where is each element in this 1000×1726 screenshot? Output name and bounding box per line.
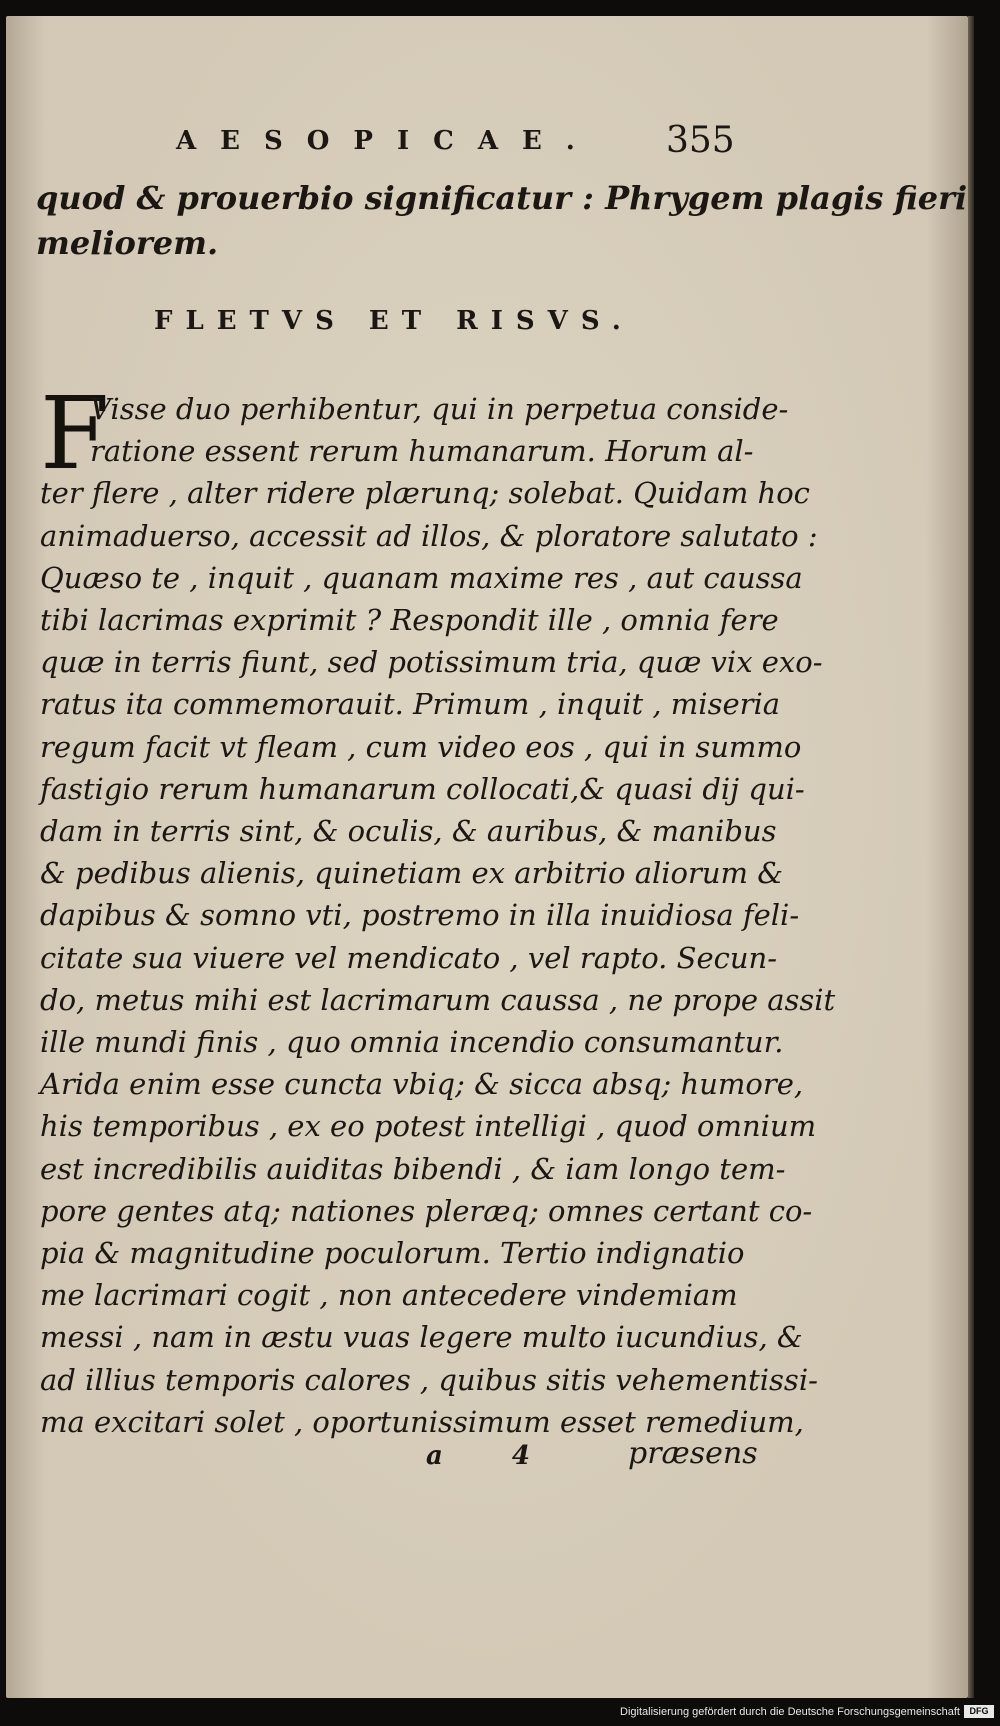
text-line: & pedibus alienis, quinetiam ex arbitrio aliorum &	[40, 856, 784, 891]
text-line: ma excitari solet , oportunissimum esset remedium,	[40, 1404, 804, 1439]
text-line: ad illius temporis calores , quibus sitis vehementissi-	[40, 1362, 818, 1397]
text-line: citate sua viuere vel mendicato , vel rapto. Secun-	[40, 940, 778, 975]
page-edge	[968, 16, 974, 1698]
text-line: his temporibus , ex eo potest intelligi , quod omnium	[40, 1109, 817, 1144]
text-line: ratione essent rerum humanarum. Horum al-	[90, 434, 754, 469]
text-line: quod & prouerbio significatur : Phrygem plagis fieri	[36, 179, 968, 217]
text-line: ter flere , alter ridere plærunq; solebat. Quidam hoc	[40, 476, 810, 511]
catchword: præsens	[628, 1436, 758, 1471]
intro-paragraph	[36, 176, 968, 266]
book-page	[6, 16, 968, 1698]
text-line: pia & magnitudine poculorum. Tertio indignatio	[40, 1236, 745, 1271]
text-line: ille mundi finis , quo omnia incendio consumantur.	[40, 1025, 784, 1060]
page-header	[6, 120, 968, 172]
text-line: me lacrimari cogit , non antecedere vindemiam	[40, 1278, 738, 1313]
text-line: dam in terris sint, & oculis, & auribus, & manibus	[40, 814, 777, 849]
text-line: messi , nam in æstu vuas legere multo iucundius, &	[40, 1320, 803, 1355]
text-line: animaduerso, accessit ad illos, & ploratore salutato :	[40, 518, 818, 553]
digitization-footer	[0, 1698, 1000, 1726]
drop-capital: F	[40, 375, 110, 492]
text-line: do, metus mihi est lacrimarum caussa , ne prope assit	[40, 982, 836, 1017]
text-line: meliorem.	[36, 224, 219, 262]
text-line: Arida enim esse cuncta vbiq; & sicca absq; humore,	[40, 1067, 804, 1102]
text-line: dapibus & somno vti, postremo in illa inuidiosa feli-	[40, 898, 800, 933]
text-line: quæ in terris fiunt, sed potissimum tria, quæ vix exo-	[40, 645, 823, 680]
fable-body	[40, 388, 836, 1443]
text-line: Visse duo perhibentur, qui in perpetua conside-	[90, 392, 789, 426]
signature-mark: a 4	[426, 1441, 560, 1471]
text-line: ratus ita commemorauit. Primum , inquit , miseria	[40, 687, 781, 722]
text-line: fastigio rerum humanarum collocati,& quasi dij qui-	[40, 771, 805, 806]
dfg-logo: DFG	[964, 1705, 994, 1718]
running-head: AESOPICAE.	[176, 126, 599, 156]
page-number: 355	[666, 120, 735, 161]
funding-credit: Digitalisierung gefördert durch die Deutsche Forschungsgemeinschaft	[620, 1706, 960, 1718]
section-title: FLETVS ET RISVS.	[154, 306, 634, 336]
text-line: pore gentes atq; nationes pleræq; omnes certant co-	[40, 1193, 813, 1228]
text-line: regum facit vt fleam , cum video eos , qui in summo	[40, 729, 802, 764]
text-line: Quæso te , inquit , quanam maxime res , aut caussa	[40, 560, 803, 595]
text-line: tibi lacrimas exprimit ? Respondit ille , omnia fere	[40, 603, 779, 638]
text-line: est incredibilis auiditas bibendi , & iam longo tem-	[40, 1151, 786, 1186]
